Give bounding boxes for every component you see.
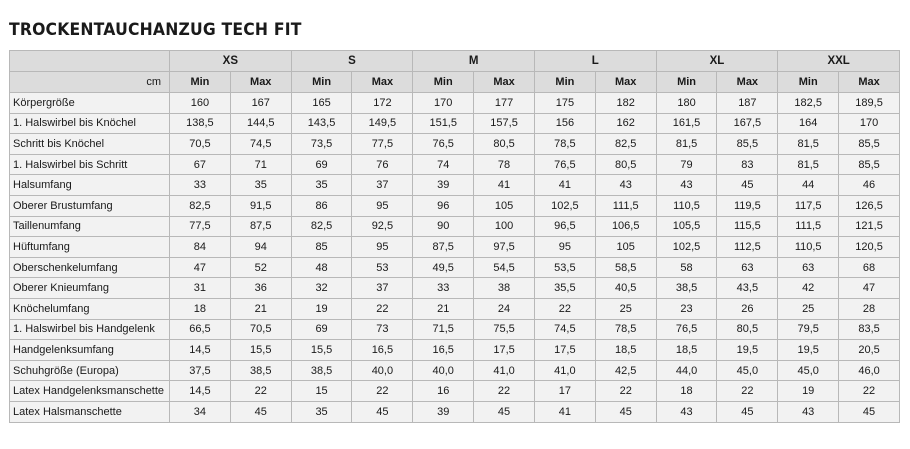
min-value-cell: 39 xyxy=(413,175,474,196)
min-value-cell: 182,5 xyxy=(778,93,839,114)
max-value-cell: 83,5 xyxy=(839,319,900,340)
size-header-m: M xyxy=(413,51,535,72)
row-label: Schritt bis Knöchel xyxy=(10,134,170,155)
max-value-cell: 71 xyxy=(230,154,291,175)
row-label: Oberer Brustumfang xyxy=(10,195,170,216)
size-header-s: S xyxy=(291,51,413,72)
min-value-cell: 18 xyxy=(656,381,717,402)
max-value-cell: 187 xyxy=(717,93,778,114)
min-value-cell: 78,5 xyxy=(534,134,595,155)
table-row xyxy=(10,319,900,340)
min-value-cell: 58 xyxy=(656,257,717,278)
max-value-cell: 182 xyxy=(595,93,656,114)
max-value-cell: 16,5 xyxy=(352,340,413,361)
max-value-cell: 144,5 xyxy=(230,113,291,134)
max-value-cell: 170 xyxy=(839,113,900,134)
max-value-cell: 22 xyxy=(595,381,656,402)
max-value-cell: 80,5 xyxy=(474,134,535,155)
min-value-cell: 164 xyxy=(778,113,839,134)
min-value-cell: 42 xyxy=(778,278,839,299)
row-label: Körpergröße xyxy=(10,93,170,114)
max-value-cell: 58,5 xyxy=(595,257,656,278)
min-value-cell: 44,0 xyxy=(656,360,717,381)
min-value-cell: 18 xyxy=(170,298,231,319)
min-value-cell: 15 xyxy=(291,381,352,402)
max-value-cell: 47 xyxy=(839,278,900,299)
min-header: Min xyxy=(413,72,474,93)
min-value-cell: 156 xyxy=(534,113,595,134)
min-value-cell: 63 xyxy=(778,257,839,278)
min-value-cell: 105,5 xyxy=(656,216,717,237)
row-label: Latex Handgelenksmanschette xyxy=(10,381,170,402)
min-value-cell: 19 xyxy=(291,298,352,319)
min-header: Min xyxy=(534,72,595,93)
min-value-cell: 38,5 xyxy=(656,278,717,299)
min-value-cell: 90 xyxy=(413,216,474,237)
max-value-cell: 35 xyxy=(230,175,291,196)
max-value-cell: 45 xyxy=(474,401,535,422)
max-value-cell: 45 xyxy=(839,401,900,422)
table-row xyxy=(10,134,900,155)
min-value-cell: 35 xyxy=(291,175,352,196)
size-header-xxl: XXL xyxy=(778,51,900,72)
min-value-cell: 32 xyxy=(291,278,352,299)
table-row xyxy=(10,257,900,278)
min-header: Min xyxy=(291,72,352,93)
table-row xyxy=(10,237,900,258)
row-label: 1. Halswirbel bis Knöchel xyxy=(10,113,170,134)
min-value-cell: 110,5 xyxy=(778,237,839,258)
min-value-cell: 33 xyxy=(413,278,474,299)
min-value-cell: 79,5 xyxy=(778,319,839,340)
size-chart-table xyxy=(9,50,900,423)
min-value-cell: 77,5 xyxy=(170,216,231,237)
min-value-cell: 110,5 xyxy=(656,195,717,216)
max-value-cell: 119,5 xyxy=(717,195,778,216)
min-value-cell: 37,5 xyxy=(170,360,231,381)
min-value-cell: 69 xyxy=(291,319,352,340)
min-value-cell: 43 xyxy=(656,401,717,422)
max-header: Max xyxy=(839,72,900,93)
max-value-cell: 22 xyxy=(717,381,778,402)
min-value-cell: 81,5 xyxy=(778,134,839,155)
max-value-cell: 111,5 xyxy=(595,195,656,216)
max-value-cell: 112,5 xyxy=(717,237,778,258)
min-value-cell: 14,5 xyxy=(170,381,231,402)
min-value-cell: 151,5 xyxy=(413,113,474,134)
min-value-cell: 33 xyxy=(170,175,231,196)
max-value-cell: 82,5 xyxy=(595,134,656,155)
max-value-cell: 100 xyxy=(474,216,535,237)
max-value-cell: 167 xyxy=(230,93,291,114)
min-value-cell: 17 xyxy=(534,381,595,402)
min-value-cell: 39 xyxy=(413,401,474,422)
max-value-cell: 38,5 xyxy=(230,360,291,381)
row-label: Halsumfang xyxy=(10,175,170,196)
max-value-cell: 45 xyxy=(352,401,413,422)
max-value-cell: 162 xyxy=(595,113,656,134)
max-value-cell: 68 xyxy=(839,257,900,278)
max-value-cell: 41 xyxy=(474,175,535,196)
min-value-cell: 161,5 xyxy=(656,113,717,134)
max-value-cell: 15,5 xyxy=(230,340,291,361)
max-value-cell: 126,5 xyxy=(839,195,900,216)
min-value-cell: 35 xyxy=(291,401,352,422)
min-value-cell: 102,5 xyxy=(656,237,717,258)
max-header: Max xyxy=(717,72,778,93)
max-value-cell: 54,5 xyxy=(474,257,535,278)
row-label: Oberschenkelumfang xyxy=(10,257,170,278)
min-value-cell: 73,5 xyxy=(291,134,352,155)
max-value-cell: 53 xyxy=(352,257,413,278)
max-value-cell: 26 xyxy=(717,298,778,319)
max-value-cell: 45 xyxy=(595,401,656,422)
max-value-cell: 78 xyxy=(474,154,535,175)
table-row xyxy=(10,113,900,134)
min-header: Min xyxy=(778,72,839,93)
min-value-cell: 180 xyxy=(656,93,717,114)
minmax-header-row xyxy=(10,72,900,93)
max-value-cell: 45 xyxy=(717,401,778,422)
min-value-cell: 41 xyxy=(534,401,595,422)
min-value-cell: 19,5 xyxy=(778,340,839,361)
min-value-cell: 74,5 xyxy=(534,319,595,340)
min-value-cell: 19 xyxy=(778,381,839,402)
min-value-cell: 25 xyxy=(778,298,839,319)
min-value-cell: 102,5 xyxy=(534,195,595,216)
row-label: Latex Halsmanschette xyxy=(10,401,170,422)
max-value-cell: 22 xyxy=(230,381,291,402)
max-value-cell: 46,0 xyxy=(839,360,900,381)
max-value-cell: 52 xyxy=(230,257,291,278)
min-value-cell: 16 xyxy=(413,381,474,402)
max-value-cell: 189,5 xyxy=(839,93,900,114)
min-header: Min xyxy=(170,72,231,93)
size-header-l: L xyxy=(534,51,656,72)
max-value-cell: 63 xyxy=(717,257,778,278)
min-value-cell: 53,5 xyxy=(534,257,595,278)
table-row xyxy=(10,195,900,216)
max-header: Max xyxy=(474,72,535,93)
min-value-cell: 48 xyxy=(291,257,352,278)
min-value-cell: 84 xyxy=(170,237,231,258)
page-title: TROCKENTAUCHANZUG TECH FIT xyxy=(9,20,302,40)
max-value-cell: 85,5 xyxy=(839,154,900,175)
max-value-cell: 43 xyxy=(595,175,656,196)
min-value-cell: 76,5 xyxy=(656,319,717,340)
corner-cell xyxy=(10,51,170,72)
min-value-cell: 43 xyxy=(778,401,839,422)
max-value-cell: 149,5 xyxy=(352,113,413,134)
min-value-cell: 22 xyxy=(534,298,595,319)
max-value-cell: 115,5 xyxy=(717,216,778,237)
max-value-cell: 43,5 xyxy=(717,278,778,299)
max-value-cell: 28 xyxy=(839,298,900,319)
min-value-cell: 67 xyxy=(170,154,231,175)
table-row xyxy=(10,360,900,381)
max-value-cell: 120,5 xyxy=(839,237,900,258)
min-value-cell: 143,5 xyxy=(291,113,352,134)
max-value-cell: 85,5 xyxy=(839,134,900,155)
max-value-cell: 105 xyxy=(595,237,656,258)
table-row xyxy=(10,381,900,402)
max-value-cell: 38 xyxy=(474,278,535,299)
row-label: 1. Halswirbel bis Schritt xyxy=(10,154,170,175)
max-value-cell: 80,5 xyxy=(717,319,778,340)
max-value-cell: 75,5 xyxy=(474,319,535,340)
min-value-cell: 35,5 xyxy=(534,278,595,299)
min-value-cell: 43 xyxy=(656,175,717,196)
min-value-cell: 15,5 xyxy=(291,340,352,361)
max-value-cell: 95 xyxy=(352,237,413,258)
min-value-cell: 117,5 xyxy=(778,195,839,216)
max-value-cell: 22 xyxy=(352,381,413,402)
max-value-cell: 20,5 xyxy=(839,340,900,361)
min-value-cell: 95 xyxy=(534,237,595,258)
max-value-cell: 74,5 xyxy=(230,134,291,155)
min-value-cell: 87,5 xyxy=(413,237,474,258)
max-value-cell: 45 xyxy=(717,175,778,196)
max-value-cell: 92,5 xyxy=(352,216,413,237)
row-label: 1. Halswirbel bis Handgelenk xyxy=(10,319,170,340)
max-value-cell: 172 xyxy=(352,93,413,114)
max-value-cell: 37 xyxy=(352,175,413,196)
table-row xyxy=(10,154,900,175)
min-value-cell: 31 xyxy=(170,278,231,299)
max-header: Max xyxy=(230,72,291,93)
row-label: Schuhgröße (Europa) xyxy=(10,360,170,381)
max-value-cell: 22 xyxy=(474,381,535,402)
min-value-cell: 70,5 xyxy=(170,134,231,155)
min-value-cell: 71,5 xyxy=(413,319,474,340)
max-header: Max xyxy=(352,72,413,93)
min-value-cell: 175 xyxy=(534,93,595,114)
table-row xyxy=(10,298,900,319)
max-value-cell: 25 xyxy=(595,298,656,319)
min-value-cell: 17,5 xyxy=(534,340,595,361)
min-value-cell: 16,5 xyxy=(413,340,474,361)
row-label: Oberer Knieumfang xyxy=(10,278,170,299)
max-value-cell: 157,5 xyxy=(474,113,535,134)
size-header-xl: XL xyxy=(656,51,778,72)
max-value-cell: 42,5 xyxy=(595,360,656,381)
min-value-cell: 160 xyxy=(170,93,231,114)
table-row xyxy=(10,216,900,237)
min-value-cell: 85 xyxy=(291,237,352,258)
max-value-cell: 40,5 xyxy=(595,278,656,299)
max-value-cell: 21 xyxy=(230,298,291,319)
max-value-cell: 41,0 xyxy=(474,360,535,381)
min-value-cell: 74 xyxy=(413,154,474,175)
min-value-cell: 79 xyxy=(656,154,717,175)
table-row xyxy=(10,401,900,422)
max-value-cell: 95 xyxy=(352,195,413,216)
max-value-cell: 70,5 xyxy=(230,319,291,340)
max-value-cell: 87,5 xyxy=(230,216,291,237)
max-value-cell: 37 xyxy=(352,278,413,299)
min-value-cell: 34 xyxy=(170,401,231,422)
max-value-cell: 22 xyxy=(352,298,413,319)
size-header-xs: XS xyxy=(170,51,292,72)
min-value-cell: 38,5 xyxy=(291,360,352,381)
table-body xyxy=(10,93,900,423)
row-label: Taillenumfang xyxy=(10,216,170,237)
min-value-cell: 96,5 xyxy=(534,216,595,237)
min-value-cell: 86 xyxy=(291,195,352,216)
min-value-cell: 40,0 xyxy=(413,360,474,381)
table-row xyxy=(10,175,900,196)
max-value-cell: 105 xyxy=(474,195,535,216)
max-value-cell: 46 xyxy=(839,175,900,196)
min-header: Min xyxy=(656,72,717,93)
row-label: Handgelenksumfang xyxy=(10,340,170,361)
min-value-cell: 66,5 xyxy=(170,319,231,340)
max-value-cell: 106,5 xyxy=(595,216,656,237)
min-value-cell: 47 xyxy=(170,257,231,278)
max-value-cell: 76 xyxy=(352,154,413,175)
max-value-cell: 19,5 xyxy=(717,340,778,361)
min-value-cell: 41 xyxy=(534,175,595,196)
max-value-cell: 91,5 xyxy=(230,195,291,216)
min-value-cell: 23 xyxy=(656,298,717,319)
min-value-cell: 14,5 xyxy=(170,340,231,361)
max-value-cell: 85,5 xyxy=(717,134,778,155)
max-value-cell: 177 xyxy=(474,93,535,114)
size-header-row xyxy=(10,51,900,72)
table-row xyxy=(10,93,900,114)
min-value-cell: 81,5 xyxy=(778,154,839,175)
min-value-cell: 82,5 xyxy=(291,216,352,237)
min-value-cell: 170 xyxy=(413,93,474,114)
table-row xyxy=(10,340,900,361)
min-value-cell: 138,5 xyxy=(170,113,231,134)
min-value-cell: 44 xyxy=(778,175,839,196)
max-value-cell: 24 xyxy=(474,298,535,319)
max-value-cell: 78,5 xyxy=(595,319,656,340)
min-value-cell: 45,0 xyxy=(778,360,839,381)
min-value-cell: 76,5 xyxy=(413,134,474,155)
max-value-cell: 83 xyxy=(717,154,778,175)
max-value-cell: 36 xyxy=(230,278,291,299)
max-value-cell: 80,5 xyxy=(595,154,656,175)
max-value-cell: 22 xyxy=(839,381,900,402)
min-value-cell: 81,5 xyxy=(656,134,717,155)
max-value-cell: 40,0 xyxy=(352,360,413,381)
min-value-cell: 21 xyxy=(413,298,474,319)
unit-label: cm xyxy=(10,72,170,93)
max-value-cell: 167,5 xyxy=(717,113,778,134)
max-value-cell: 97,5 xyxy=(474,237,535,258)
row-label: Knöchelumfang xyxy=(10,298,170,319)
max-value-cell: 77,5 xyxy=(352,134,413,155)
table-row xyxy=(10,278,900,299)
min-value-cell: 49,5 xyxy=(413,257,474,278)
max-value-cell: 45,0 xyxy=(717,360,778,381)
min-value-cell: 76,5 xyxy=(534,154,595,175)
min-value-cell: 69 xyxy=(291,154,352,175)
min-value-cell: 82,5 xyxy=(170,195,231,216)
max-value-cell: 45 xyxy=(230,401,291,422)
min-value-cell: 41,0 xyxy=(534,360,595,381)
max-header: Max xyxy=(595,72,656,93)
min-value-cell: 165 xyxy=(291,93,352,114)
max-value-cell: 17,5 xyxy=(474,340,535,361)
max-value-cell: 73 xyxy=(352,319,413,340)
max-value-cell: 94 xyxy=(230,237,291,258)
max-value-cell: 121,5 xyxy=(839,216,900,237)
max-value-cell: 18,5 xyxy=(595,340,656,361)
min-value-cell: 96 xyxy=(413,195,474,216)
min-value-cell: 111,5 xyxy=(778,216,839,237)
row-label: Hüftumfang xyxy=(10,237,170,258)
min-value-cell: 18,5 xyxy=(656,340,717,361)
